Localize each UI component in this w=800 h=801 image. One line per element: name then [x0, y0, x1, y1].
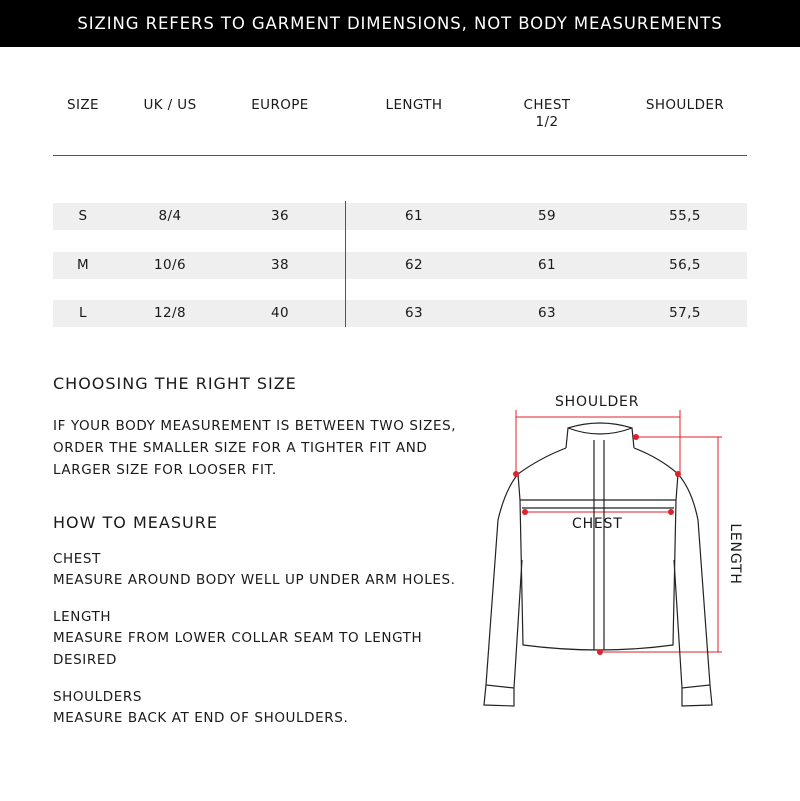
table-row: [53, 203, 747, 230]
length-text-2: DESIRED: [53, 652, 117, 668]
diagram-chest-label: CHEST: [572, 516, 623, 532]
header-length: LENGTH: [385, 97, 443, 113]
cell-uk-us: 8/4: [158, 208, 182, 224]
shoulders-label: SHOULDERS: [53, 689, 143, 705]
cell-chest: 61: [538, 257, 556, 273]
collar-point: [633, 434, 639, 440]
cell-shoulder: 56,5: [669, 257, 701, 273]
shoulder-left-point: [513, 471, 519, 477]
table-row: [53, 300, 747, 327]
cell-uk-us: 10/6: [154, 257, 186, 273]
table-column-divider: [345, 201, 346, 327]
table-row: [53, 252, 747, 279]
chest-right-point: [668, 509, 674, 515]
cell-chest: 59: [538, 208, 556, 224]
header-europe: EUROPE: [251, 97, 309, 113]
shoulders-text: MEASURE BACK AT END OF SHOULDERS.: [53, 710, 349, 726]
cell-uk-us: 12/8: [154, 305, 186, 321]
length-text-1: MEASURE FROM LOWER COLLAR SEAM TO LENGTH: [53, 630, 423, 646]
measure-points: [513, 434, 681, 655]
cell-length: 63: [405, 305, 423, 321]
cell-chest: 63: [538, 305, 556, 321]
hem-point: [597, 649, 603, 655]
shoulder-right-point: [675, 471, 681, 477]
header-shoulder: SHOULDER: [645, 97, 725, 113]
choosing-title: CHOOSING THE RIGHT SIZE: [53, 374, 297, 393]
length-label: LENGTH: [53, 609, 112, 625]
choosing-line-1: IF YOUR BODY MEASUREMENT IS BETWEEN TWO SIZES,: [53, 418, 457, 434]
cell-size: M: [76, 257, 90, 273]
jacket-outline: [484, 423, 712, 706]
top-banner: SIZING REFERS TO GARMENT DIMENSIONS, NOT BODY MEASUREMENTS: [0, 0, 800, 47]
diagram-shoulder-label: SHOULDER: [555, 394, 640, 410]
header-rule: [53, 155, 747, 156]
cell-size: S: [78, 208, 88, 224]
chest-left-point: [522, 509, 528, 515]
cell-size: L: [79, 305, 87, 321]
cell-shoulder: 55,5: [669, 208, 701, 224]
chest-text: MEASURE AROUND BODY WELL UP UNDER ARM HOLES.: [53, 572, 456, 588]
header-size: SIZE: [67, 97, 99, 113]
cell-europe: 40: [271, 305, 289, 321]
header-uk-us: UK / US: [143, 97, 197, 113]
choosing-line-3: LARGER SIZE FOR LOOSER FIT.: [53, 462, 277, 478]
choosing-line-2: ORDER THE SMALLER SIZE FOR A TIGHTER FIT AND: [53, 440, 428, 456]
how-title: HOW TO MEASURE: [53, 513, 218, 532]
header-chest-sub: 1/2: [535, 114, 559, 130]
chest-label: CHEST: [53, 551, 101, 567]
cell-length: 62: [405, 257, 423, 273]
diagram-length-label: LENGTH: [727, 523, 743, 585]
cell-europe: 36: [271, 208, 289, 224]
header-chest: [507, 97, 587, 131]
cell-length: 61: [405, 208, 423, 224]
header-chest-label: CHEST: [523, 97, 571, 113]
cell-europe: 38: [271, 257, 289, 273]
cell-shoulder: 57,5: [669, 305, 701, 321]
